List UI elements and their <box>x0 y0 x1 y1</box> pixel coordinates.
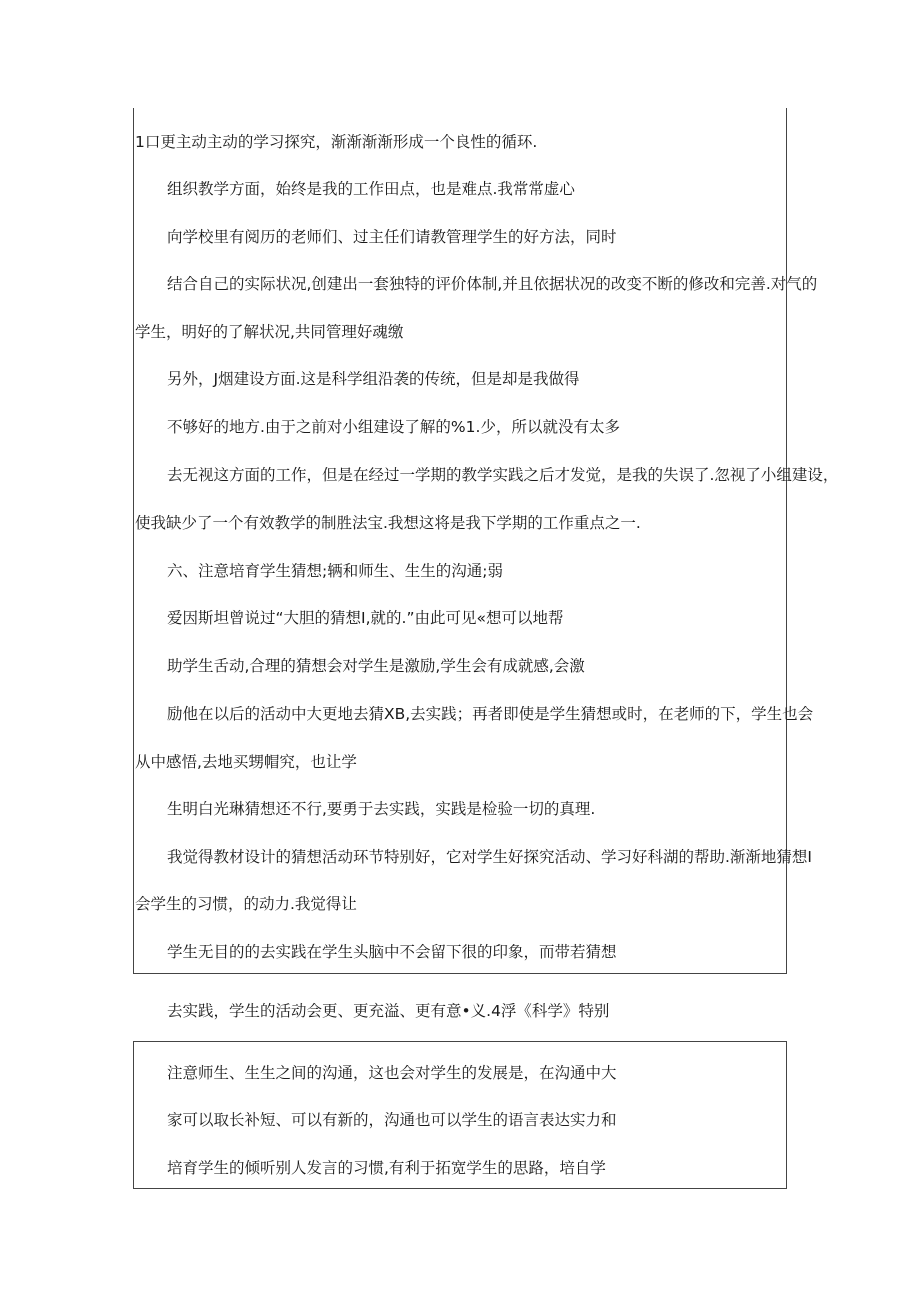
paragraph-line: 注意师生、生生之间的沟通，这也会对学生的发展是，在沟通中大 <box>167 1064 617 1082</box>
paragraph-line: 使我缺少了一个有效教学的制胜法宝.我想这将是我下学期的工作重点之一. <box>135 514 641 532</box>
paragraph-line: 六、注意培育学生猜想;辆和师生、生生的沟通;弱 <box>167 562 503 580</box>
paragraph-line: 不够好的地方.由于之前对小组建设了解的%1.少，所以就没有太多 <box>167 418 620 436</box>
paragraph-line: 我觉得教材设计的猜想活动环节特别好，它对学生好探究活动、学习好科湖的帮助.渐渐地猜想I <box>167 848 813 866</box>
paragraph-line: 会学生的习惯，的动力.我觉得让 <box>135 895 357 913</box>
paragraph-line: 励他在以后的活动中大更地去猜XB,去实践；再者即使是学生猜想或时，在老师的下，学生也会 <box>167 705 814 723</box>
paragraph-line: 爱因斯坦曾说过“大胆的猜想I,就的.”由此可见«想可以地帮 <box>167 609 564 627</box>
paragraph-line: 1口更主动主动的学习探究，渐渐渐渐形成一个良性的循环. <box>135 133 538 151</box>
paragraph-line: 结合自己的实际状况,创建出一套独特的评价体制,并且依据状况的改变不断的修改和完善.对气的 <box>167 275 818 293</box>
paragraph-line: 去实践，学生的活动会更、更充溢、更有意•义.4浮《科学》特别 <box>167 1002 610 1020</box>
paragraph-line: 家可以取长补短、可以有新的，沟通也可以学生的语言表达实力和 <box>167 1111 617 1129</box>
paragraph-line: 学生无目的的去实践在学生头脑中不会留下很的印象，而带若猜想 <box>167 943 617 961</box>
paragraph-line: 另外，J烟建设方面.这是科学组沿袭的传统，但是却是我做得 <box>167 370 580 388</box>
paragraph-line: 向学校里有阅历的老师们、过主任们请教管理学生的好方法，同时 <box>167 228 617 246</box>
paragraph-line: 从中感悟,去地买甥帽究，也让学 <box>135 753 357 771</box>
paragraph-line: 生明白光琳猜想还不行,要勇于去实践，实践是检验一切的真理. <box>167 800 596 818</box>
paragraph-line: 组织教学方面，始终是我的工作田点，也是难点.我常常虚心 <box>167 180 575 198</box>
paragraph-line: 去无视这方面的工作，但是在经过一学期的教学实践之后才发觉，是我的失误了.忽视了小组建设， <box>167 466 839 484</box>
paragraph-line: 助学生舌动,合理的猜想会对学生是激励,学生会有成就感,会激 <box>167 657 585 675</box>
paragraph-line: 培育学生的倾听别人发言的习惯,有利于拓宽学生的思路，培自学 <box>167 1159 606 1177</box>
paragraph-line: 学生，明好的了解状况,共同管理好魂缴 <box>135 323 404 341</box>
